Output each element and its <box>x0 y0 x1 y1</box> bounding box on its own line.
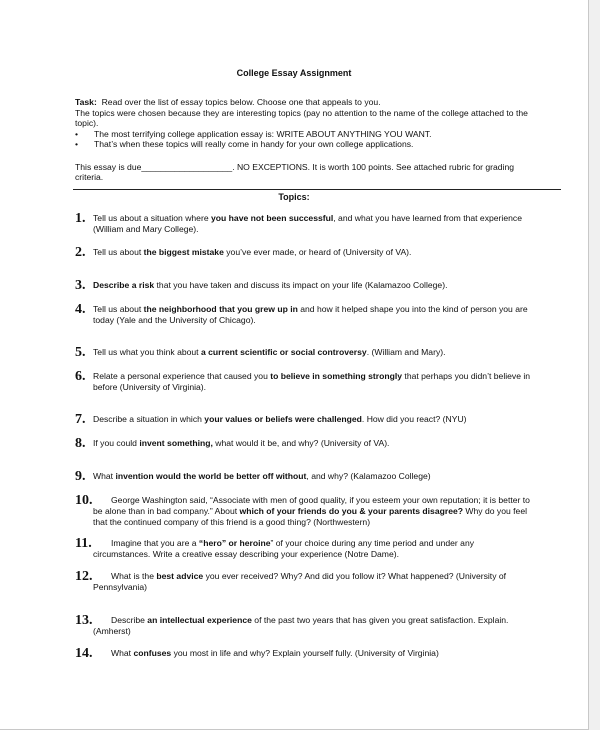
task-line <box>75 97 535 108</box>
topic-text: If you could invent something, what would it be, and why? (University of VA). <box>93 438 390 448</box>
bullet-item: • The most terrifying college application essay is: WRITE ABOUT ANYTHING YOU WANT. <box>75 129 535 140</box>
intro-block <box>75 97 535 183</box>
topic-number: 7. <box>75 412 86 427</box>
divider-line <box>73 189 561 190</box>
topic-text: George Washington said, “Associate with men of good quality, if you esteem your own reputation; it is better to be alone than in bad company.” About which of your friends do you & your parents disagree? Why do you feel that the continued company of this friend is a good thing? (Northwestern) <box>93 495 530 527</box>
topic-number: 11. <box>75 536 92 551</box>
topic-number: 1. <box>75 211 86 226</box>
topic-text: Tell us about the biggest mistake you’ve ever made, or heard of (University of VA). <box>93 247 412 257</box>
topic-text: Relate a personal experience that caused you to believe in something strongly that perhaps you didn’t believe in before (University of Virginia). <box>93 371 531 392</box>
due-line: This essay is due___________________. NO EXCEPTIONS. It is worth 100 points. See attached rubric for grading criteria. <box>75 161 515 182</box>
topic-text: Tell us about the neighborhood that you grew up in and how it helped shape you into the kind of person you are today (Yale and the University of Chicago). <box>93 304 528 325</box>
topic-number: 6. <box>75 369 86 384</box>
topic-text: Describe a risk that you have taken and discuss its impact on your life (Kalamazoo College). <box>93 280 448 290</box>
topic-number: 3. <box>75 278 86 293</box>
topic-number: 14. <box>75 646 93 661</box>
task-label: Task: <box>75 97 97 107</box>
topic-number: 4. <box>75 302 86 317</box>
topic-text: Tell us about a situation where you have not been successful, and what you have learned from that experience (William and Mary College). <box>93 213 522 234</box>
topic-number: 9. <box>75 469 86 484</box>
topics-note: The topics were chosen because they are interesting topics (pay no attention to the name of the college attached to the topic). <box>75 107 528 128</box>
task-text: Read over the list of essay topics below. Choose one that appeals to you. <box>101 97 381 107</box>
topic-number: 5. <box>75 345 86 360</box>
topic-number: 13. <box>75 613 93 628</box>
topics-heading: Topics: <box>278 192 310 202</box>
topic-text: What confuses you most in life and why? Explain yourself fully. (University of Virginia) <box>111 648 439 658</box>
topic-number: 8. <box>75 436 86 451</box>
bullet-list <box>75 129 535 150</box>
topic-text: Describe an intellectual experience of the past two years that has given you great satisfaction. Explain. (Amherst) <box>93 615 509 636</box>
page-title: College Essay Assignment <box>236 68 352 78</box>
topic-text: What is the best advice you ever received? Why? And did you follow it? What happened? (University of Pennsylvania) <box>93 571 507 592</box>
topic-text: Imagine that you are a “hero” or heroine” of your choice during any time period and under any circumstances. Write a creative essay describing your experience (Notre Dame). <box>93 538 475 559</box>
topic-number: 10. <box>75 493 93 508</box>
topic-text: What invention would the world be better off without, and why? (Kalamazoo College) <box>93 471 431 481</box>
topic-number: 2. <box>75 245 86 260</box>
topic-number: 12. <box>75 569 93 584</box>
topic-text: Tell us what you think about a current scientific or social controversy. (William and Mary). <box>93 347 446 357</box>
topic-text: Describe a situation in which your values or beliefs were challenged. How did you react? (NYU) <box>93 414 467 424</box>
bullet-item: • That’s when these topics will really come in handy for your own college applications. <box>75 139 535 150</box>
